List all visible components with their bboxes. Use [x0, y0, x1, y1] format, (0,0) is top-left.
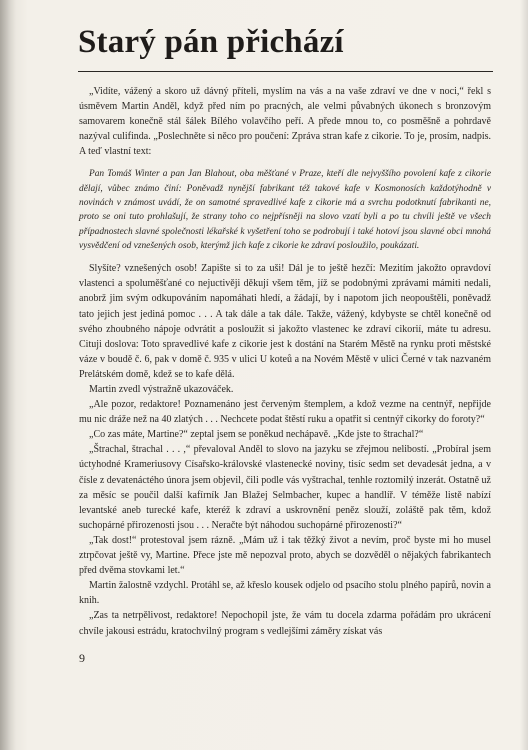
gutter-shadow: [0, 0, 16, 750]
paragraph: „Vidíte, vážený a skoro už dávný příteli, myslím na vás a na vaše zdraví ve dne v noci,“ řekl s úsměvem Martin Anděl, když před ním po pracných, ale velmi půvabných úkonech s bronzovým samovarem konečně stál šálek Bílého volavčího peří. A přede mnou to, co posměšně a pohrdavě nazýval culifinda. „Poslechněte si něco pro poučení: Zpráva stran kafe z cikorie. To je, prosím, nadpis. A teď vlastní text:: [79, 86, 491, 158]
page-edge-shadow: [520, 0, 528, 750]
page-number: 9: [79, 651, 85, 665]
paragraph: „Zas ta netrpělivost, redaktore! Nepochopil jste, že vám tu docela zdarma pořádám pro ukrácení chvíle jakousi estrádu, kratochvilný program s vedlejšími záměry získat vás: [79, 610, 491, 637]
paragraph: Martin žalostně vzdychl. Protáhl se, až křeslo kousek odjelo od psacího stolu plného papírů, novin a knih.: [79, 580, 491, 607]
paragraph: Slyšíte? vznešených osob! Zapište si to za uši! Dál je to ještě hezčí: Mezitím jakožto opravdoví vlastenci a spoluměšťané co nejuctivěji děkují všem těm, jíž se podobnými zprávami mámiti nedali, anobrž jim svým odkupováním napomáhati hledí, a žádají, by i napotom jich neopouštěli, poněvadž tato jejich jest jediná pomoc . . . A tak dále a tak dále. Takže, vážený, kdybyste se chtěl konečně od svého zhoubného nápoje odvrátit a posloužit si jakožto vlastenec ke zdraví cikorií, máte tu adresu. Cituji doslova: Toto spravedlivé kafe z cikorie jest k dostání na Starém Městě na rynku proti městské váze v boudě č. 6, pak v domě č. 935 v ulici U koteů a na Novém Městě v ulici Černé v tak nazvaném Prelátském domě, kdež se to kafe dělá.: [79, 263, 491, 380]
chapter-title: Starý pán přichází: [78, 24, 344, 60]
title-underline: [78, 71, 493, 72]
paragraph: „Štrachal, štrachal . . . ,“ převaloval Anděl to slovo na jazyku se zřejmou nelibostí. „Probíral jsem úctyhodné Krameriusovy Císařsko-královské vlastenecké noviny, tisíc sedm set devadesát jedna, a v čísle z devatenáctého února jsem objevil, čili podle vás vyštrachal, tenhle roztomilý inzerát. Ostatně už za měsíc se poučil další kafírník Jan Blažej Selmbacher, kupec a handlíř. V téměže listě nabízí levantské aneb turecké kafe, kteréž k zdraví a uskrovnění peněz slouží, zoláště pak těm, kdož suchopárné přirozenosti jsou . . . Neračte být náhodou suchopárné přirozenosti?“: [79, 444, 491, 531]
chapter-body: [79, 84, 491, 639]
paragraph: Martin zvedl výstražně ukazováček.: [89, 384, 234, 395]
paragraph: „Tak dost!“ protestoval jsem rázně. „Mám už i tak těžký život a nevím, proč byste mi ho musel ztrpčovat ještě vy, Martine. Přece jste mě nepozval proto, abych se dozvěděl o nějakých fabrikantech před dvěma stovkami let.“: [79, 534, 491, 577]
paragraph: „Co zas máte, Martine?“ zeptal jsem se poněkud nechápavě. „Kde jste to štrachal?“: [89, 429, 424, 441]
quoted-advertisement: Pan Tomáš Winter a pan Jan Blahout, oba měšťané v Praze, kteří dle nejvyššího povolení kafe z cikorie dělají, vůbec známo činí: Poněvadž nynější fabrikant též takové kafe v Kosmonosích každotýhodně v novinách v známost uvádí, že on samotné spravedlivé kafe z cikorie má a svrchu podotknutí fabrikanti ne, proto se oni tuto prohlašují, že strany toho co nejpřísněji na slovo vzatí byli a po tu chvíli ještě ve všech případnostech slavné společnosti lékařské k vyšetření toho se podrobují i také hotoví jsou slavné obci mnohá vysvědčení od vznešených osob, kterýmž jich kafe z cikorie ke zdraví posloužilo, poukázati.: [79, 169, 491, 251]
paragraph: „Ale pozor, redaktore! Poznamenáno jest červeným štemplem, a kdož vezme na centnýř, nepřijde mu nic dráže než na 40 zlatých . . . Nechcete podat štěstí ruku a opatřit si centnýř cikorky do foroty?“: [79, 399, 491, 426]
